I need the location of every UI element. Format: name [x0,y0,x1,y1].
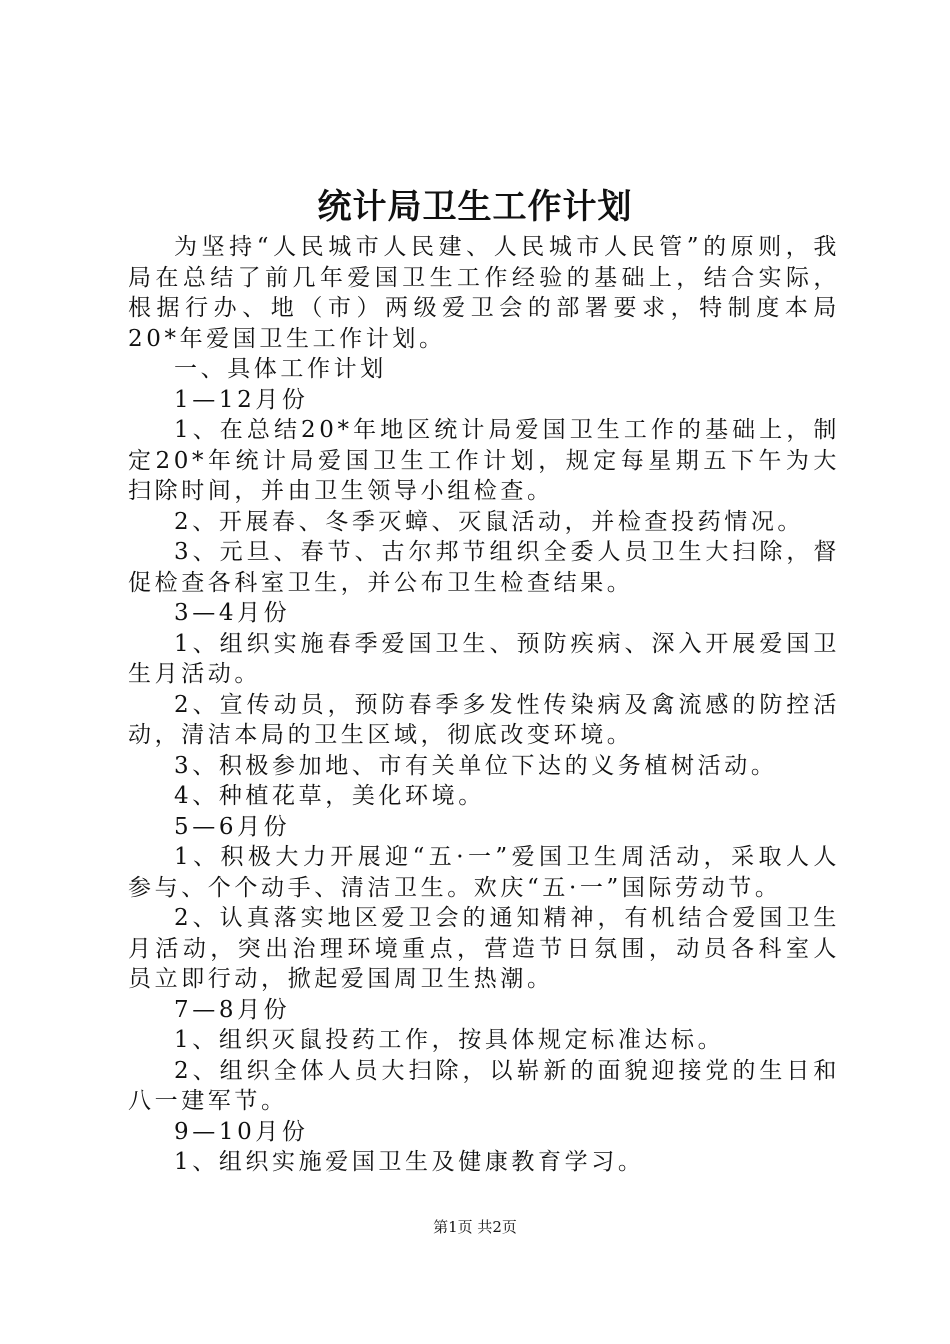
paragraph: 1、组织灭鼠投药工作，按具体规定标准达标。 [174,1027,725,1053]
period-heading: 9—10月份 [174,1118,309,1145]
paragraph: 4、种植花草，美化环境。 [174,783,485,809]
page-footer: 第1页 共2页 [433,1218,517,1236]
section-heading: 一、具体工作计划 [174,356,387,382]
paragraph: 1、积极大力开展迎“五·一”爱国卫生周活动，采取人人参与、个个动手、清洁卫生。欢庆“五·一”国际劳动节。 [128,844,840,901]
paragraph: 1、在总结20*年地区统计局爱国卫生工作的基础上，制定20*年统计局爱国卫生工作计划，规定每星期五下午为大扫除时间，并由卫生领导小组检查。 [128,417,840,504]
document-title: 统计局卫生工作计划 [317,187,633,227]
paragraph: 2、组织全体人员大扫除，以崭新的面貌迎接党的生日和八一建军节。 [128,1057,840,1114]
period-heading: 5—6月份 [174,813,291,840]
paragraph: 3、元旦、春节、古尔邦节组织全委人员卫生大扫除，督促检查各科室卫生，并公布卫生检查结果。 [128,539,840,596]
period-heading: 3—4月份 [174,600,291,626]
paragraph-intro: 为坚持“人民城市人民建、人民城市人民管”的原则，我局在总结了前几年爱国卫生工作经验的基础上，结合实际，根据行办、地（市）两级爱卫会的部署要求，特制度本局20*年爱国卫生工作计划。 [128,234,840,352]
paragraph: 2、认真落实地区爱卫会的通知精神，有机结合爱国卫生月活动，突出治理环境重点，营造节日氛围，动员各科室人员立即行动，掀起爱国周卫生热潮。 [128,905,840,992]
document-body [128,232,840,1178]
period-heading: 1—12月份 [174,386,309,413]
paragraph: 1、组织实施春季爱国卫生、预防疾病、深入开展爱国卫生月活动。 [128,630,840,687]
paragraph: 2、宣传动员，预防春季多发性传染病及禽流感的防控活动，清洁本局的卫生区域，彻底改变环境。 [128,691,840,748]
paragraph: 3、积极参加地、市有关单位下达的义务植树活动。 [174,752,778,779]
paragraph: 1、组织实施爱国卫生及健康教育学习。 [174,1149,645,1175]
period-heading: 7—8月份 [174,996,291,1023]
paragraph: 2、开展春、冬季灭蟑、灭鼠活动，并检查投药情况。 [174,508,805,535]
